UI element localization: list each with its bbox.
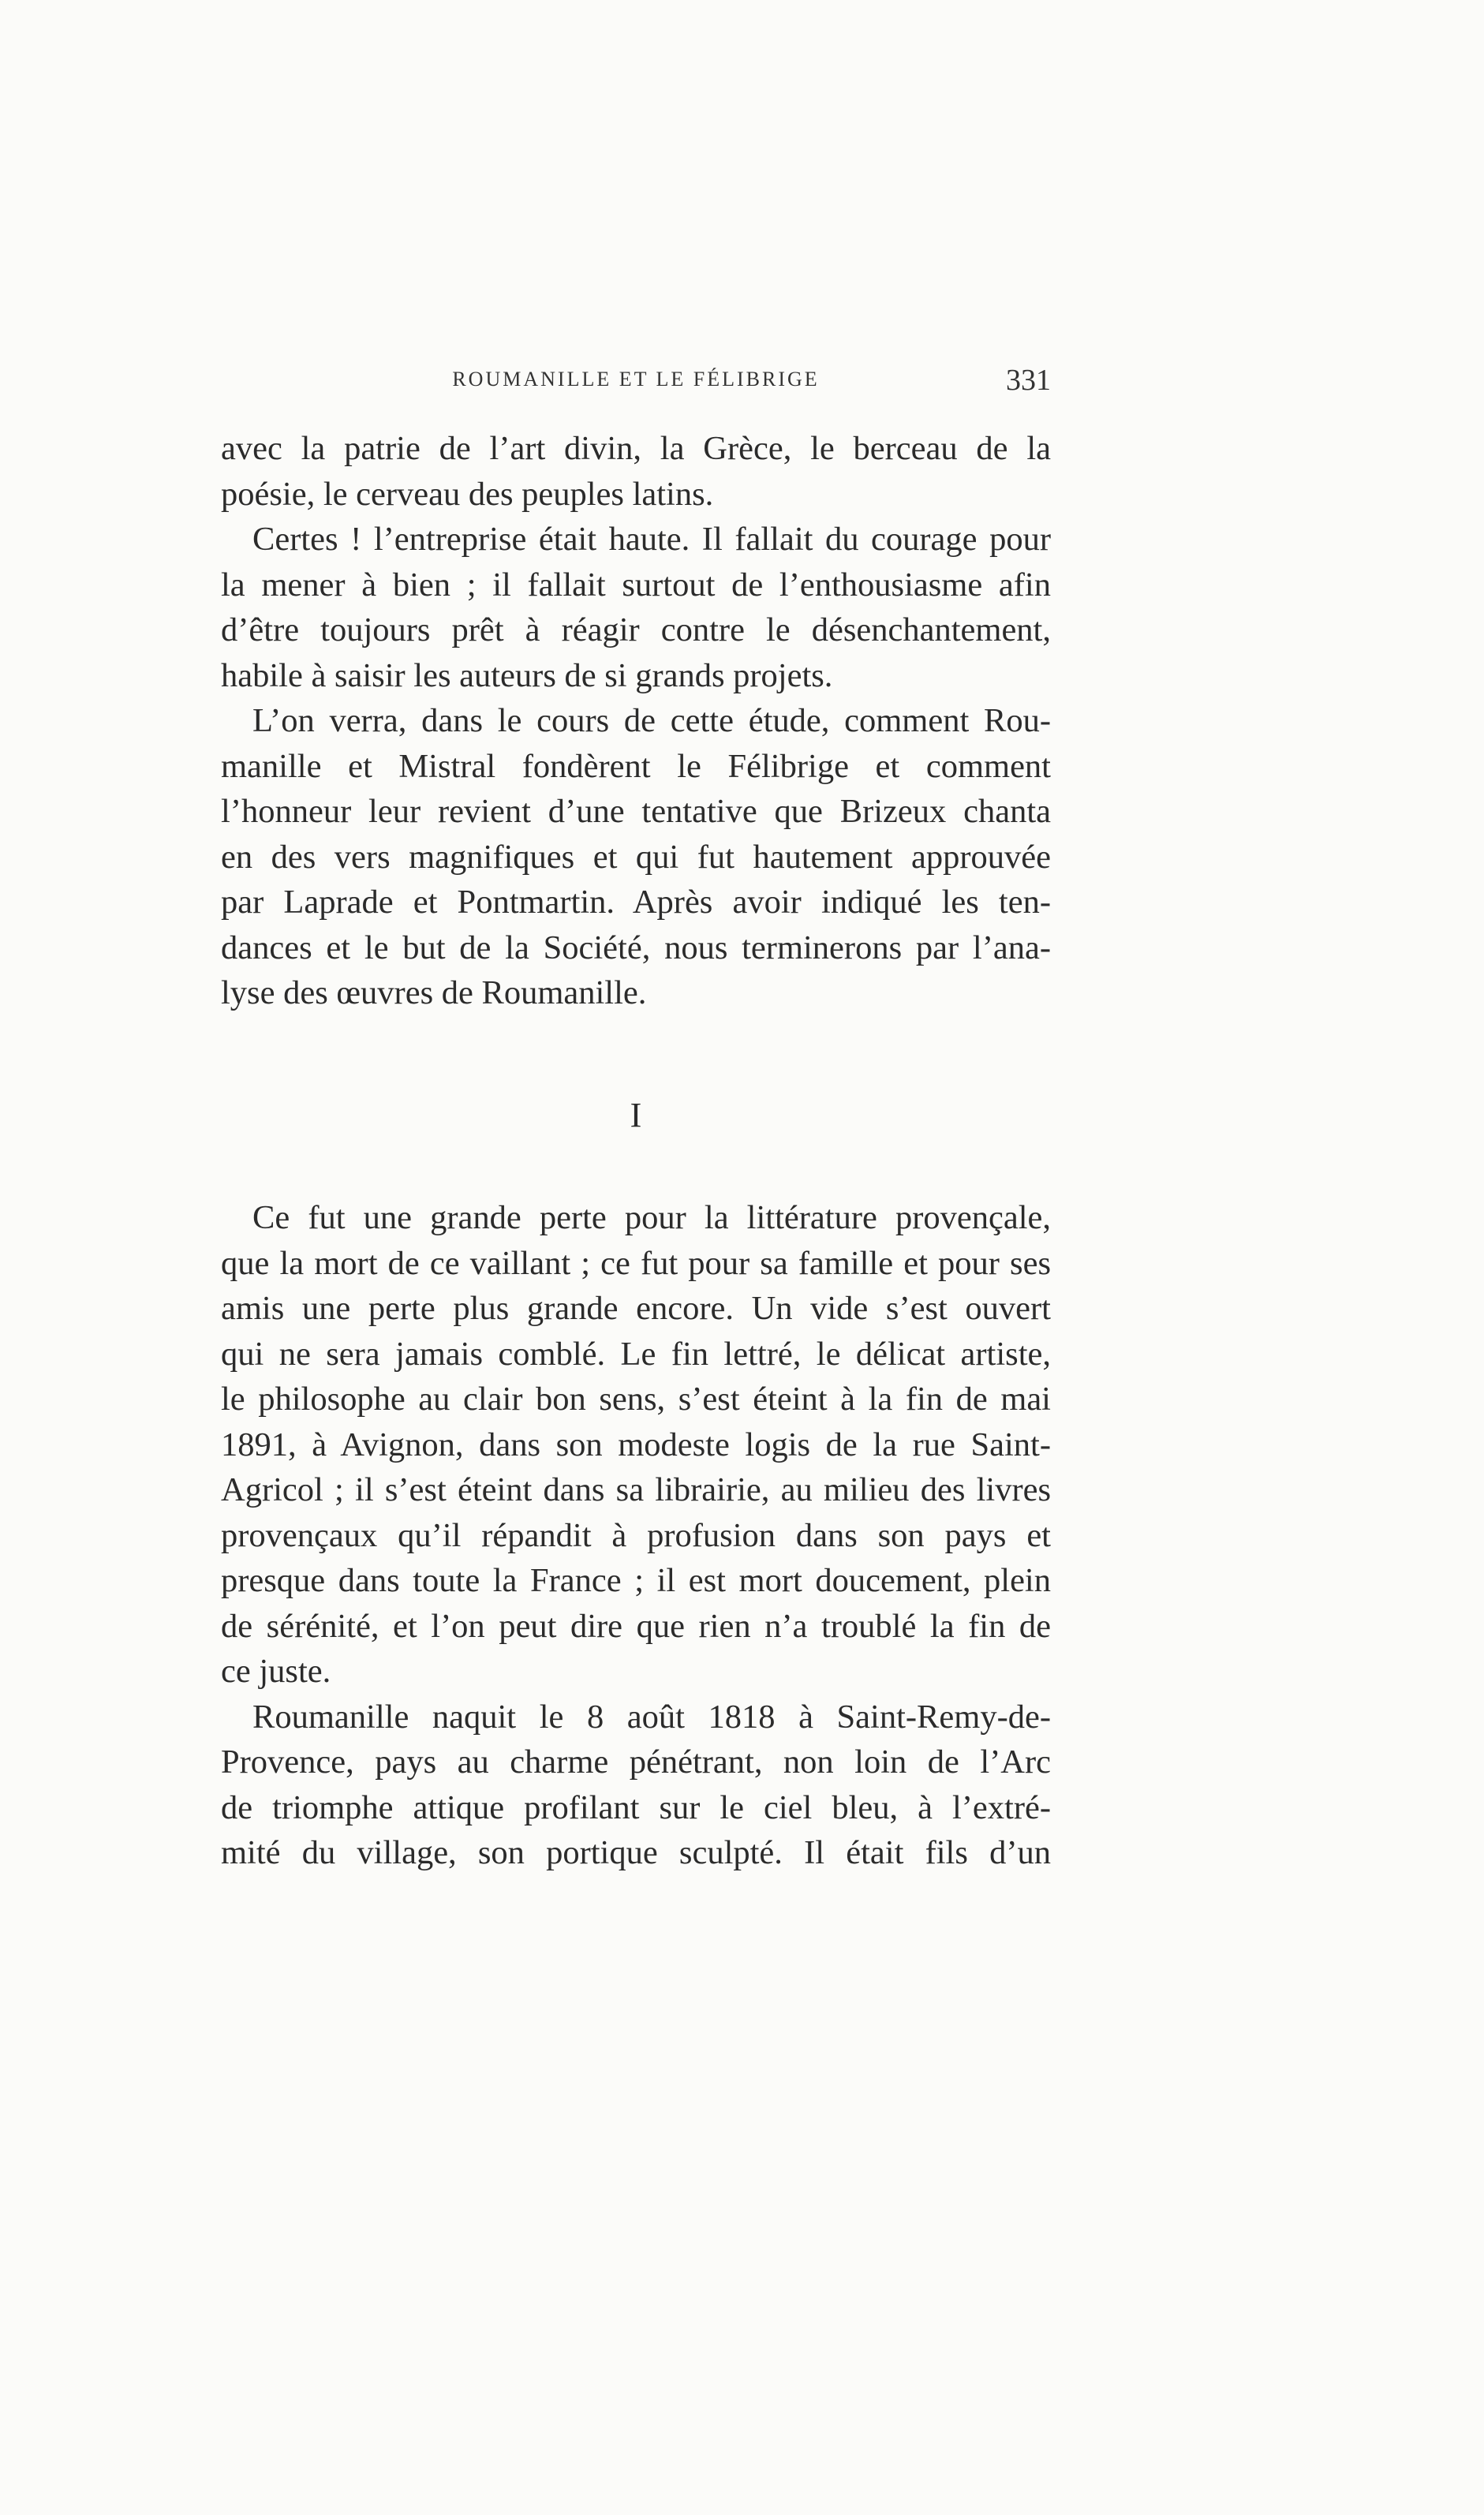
text-line: Provence, pays au charme pénétrant, non loin de l’Arc [221,1743,1051,1781]
text-line: poésie, le cerveau des peuples latins. [221,475,714,513]
text-line: Roumanille naquit le 8 août 1818 à Saint-Remy-de- [252,1698,1051,1736]
text-line: que la mort de ce vaillant ; ce fut pour sa famille et pour ses [221,1244,1051,1282]
running-title: ROUMANILLE ET LE FÉLIBRIGE [452,368,820,391]
text-line: en des vers magnifiques et qui fut hautement approuvée [221,838,1051,876]
text-line: de sérénité, et l’on peut dire que rien n’a troublé la fin de [221,1607,1051,1645]
running-head [221,364,1051,399]
text-line: ce juste. [221,1653,331,1690]
paragraph-5 [221,1695,1051,1876]
text-line: dances et le but de la Société, nous terminerons par l’ana- [221,929,1051,966]
text-line: l’honneur leur revient d’une tentative que Brizeux chanta [221,793,1051,830]
text-line: habile à saisir les auteurs de si grands projets. [221,656,833,694]
text-line: par Laprade et Pontmartin. Après avoir indiqué les ten- [221,884,1051,921]
text-line: Certes ! l’entreprise était haute. Il fallait du courage pour [252,521,1051,558]
text-line: avec la patrie de l’art divin, la Grèce, le berceau de la [221,430,1051,467]
text-line: Agricol ; il s’est éteint dans sa librairie, au milieu des livres [221,1471,1051,1508]
text-line: mité du village, son portique sculpté. Il était fils d’un [221,1834,1051,1871]
text-line: lyse des œuvres de Roumanille. [221,974,647,1011]
paragraph-3 [221,698,1051,1016]
text-line: le philosophe au clair bon sens, s’est éteint à la fin de mai [221,1381,1051,1418]
text-line: manille et Mistral fondèrent le Félibrige et comment [221,747,1051,785]
paragraph-2 [221,517,1051,698]
body-text-bottom [221,1195,1051,1876]
text-line: presque dans toute la France ; il est mort doucement, plein [221,1562,1051,1599]
text-line: la mener à bien ; il fallait surtout de l’enthousiasme afin [221,566,1051,604]
text-line: Ce fut une grande perte pour la littérature provençale, [252,1199,1051,1236]
paragraph-1 [221,426,1051,517]
text-line: 1891, à Avignon, dans son modeste logis de la rue Saint- [221,1426,1051,1463]
text-line: de triomphe attique profilant sur le ciel bleu, à l’extré- [221,1788,1051,1826]
body-text-top [221,426,1051,1016]
section-number: I [630,1096,642,1134]
paragraph-4 [221,1195,1051,1695]
text-line: d’être toujours prêt à réagir contre le désenchantement, [221,611,1051,648]
text-line: provençaux qu’il répandit à profusion dans son pays et [221,1516,1051,1554]
text-line: amis une perte plus grande encore. Un vide s’est ouvert [221,1290,1051,1327]
text-line: L’on verra, dans le cours de cette étude, comment Rou- [252,702,1051,739]
text-line: qui ne sera jamais comblé. Le fin lettré, le délicat artiste, [221,1335,1051,1373]
page-number: 331 [1006,364,1051,397]
